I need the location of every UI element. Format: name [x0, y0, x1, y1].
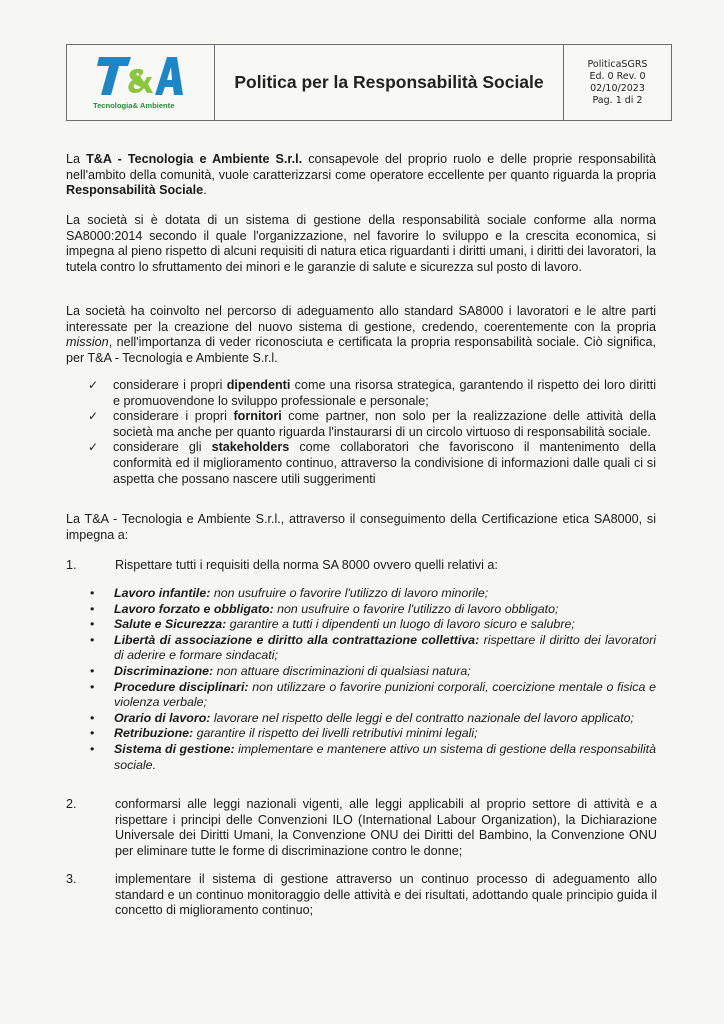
item-text: Rispettare tutti i requisiti della norma SA 8000 ovvero quelli relativi a:: [115, 558, 498, 572]
requirement-title: Sistema di gestione:: [114, 741, 235, 756]
requirement-title: Orario di lavoro:: [114, 710, 211, 725]
document-title: Politica per la Responsabilità Sociale: [234, 72, 544, 92]
check-item-text: come collaboratori che favoriscono il mantenimento della conformità ed il miglioramento continuo, attraverso la condivisione di informazioni dalle quali ci si aspetta che possano nascere utili suggerimenti: [113, 440, 656, 486]
bullet-icon: •: [90, 586, 95, 600]
check-item-text: come partner, non solo per la realizzazione delle attività della società ma anche per quanto riguarda l'instaurarsi di un circolo virtuoso di responsabilità sociale.: [113, 409, 657, 439]
ta-logo-icon: [97, 51, 183, 99]
bullet-icon: •: [90, 741, 95, 756]
paragraph-text: La società ha coinvolto nel percorso di adeguamento allo standard SA8000 i lavoratori e le altre parti interessate per la creazione del nuovo sistema di gestione, credendo, coerentemente con la propria: [66, 304, 656, 334]
doc-date: 02/10/2023: [590, 82, 645, 94]
doc-edition: Ed. 0 Rev. 0: [589, 70, 646, 82]
check-list-item: [88, 378, 656, 409]
requirement-title: Lavoro infantile:: [114, 586, 211, 600]
item-number: 1.: [66, 558, 77, 572]
intro-paragraph-2: [66, 213, 656, 275]
requirement-item: [90, 602, 656, 618]
intro-text: consapevole del proprio ruolo e delle proprie responsabilità nell'ambito della comunità, vuole caratterizzarsi come operatore eccellente per quanto riguarda la propria: [66, 152, 656, 182]
requirement-title: Procedure disciplinari:: [114, 679, 249, 694]
requirement-title: Salute e Sicurezza:: [114, 617, 227, 632]
intro-paragraph-3: [66, 304, 656, 366]
requirement-item: [90, 680, 656, 711]
requirement-text: non utilizzare o favorire punizioni corporali, coercizione mentale o fisica e violenza verbale;: [114, 679, 656, 710]
requirement-text: implementare e mantenere attivo un sistema di gestione della responsabilità sociale.: [114, 741, 656, 772]
requirement-item: [90, 633, 656, 664]
bullet-icon: •: [90, 617, 95, 632]
requirement-title: Discriminazione:: [114, 663, 214, 678]
check-item-text: come una risorsa strategica, garantendo il rispetto dei loro diritti e promuovendone lo sviluppo professionale e personale;: [113, 378, 657, 408]
document-header: [66, 44, 672, 121]
check-item-text: considerare i propri: [113, 378, 227, 392]
bullet-icon: •: [90, 726, 95, 741]
item-number: 2.: [66, 797, 77, 811]
item-text: conformarsi alle leggi nazionali vigenti, alle leggi applicabili al proprio settore di attività e a rispettare i principi delle Convenzioni ILO (International Labour Organization), la Dichiarazione Universale dei Diritti Umani, la Convenzione ONU dei Diritti del Bambino, la Convenzione ONU per eliminare tutte le forme di discriminazione contro le donne;: [115, 797, 657, 858]
item-number: 3.: [66, 872, 77, 886]
requirement-text: non usufruire o favorire l'utilizzo di lavoro minorile;: [210, 586, 489, 600]
paragraph-text: La T&A - Tecnologia e Ambiente S.r.l., attraverso il conseguimento della Certificazione etica SA8000, si impegna a:: [66, 512, 656, 542]
requirement-item: [90, 726, 656, 742]
requirement-text: non attuare discriminazioni di qualsiasi natura;: [213, 663, 471, 678]
requirement-text: garantire il rispetto dei livelli retributivi minimi legali;: [193, 726, 478, 741]
bullet-icon: •: [90, 663, 95, 678]
intro-text: La: [66, 152, 87, 166]
bullet-icon: •: [90, 679, 95, 694]
requirement-text: rispettare il diritto dei lavoratori di aderire e formare sindacati;: [114, 632, 656, 663]
social-responsibility-label: Responsabilità Sociale: [66, 183, 204, 198]
commitments-check-list: [88, 378, 656, 487]
company-logo: [67, 45, 215, 120]
check-item-keyword: fornitori: [233, 409, 282, 424]
document-title-cell: [215, 45, 564, 120]
checkmark-icon: ✓: [88, 378, 99, 392]
requirement-text: non usufruire o favorire l'utilizzo di lavoro obbligato;: [273, 601, 559, 616]
requirement-title: Retribuzione:: [114, 726, 194, 741]
logo-caption: Tecnologia& Ambiente: [93, 101, 175, 110]
paragraph-text: , nell'importanza di veder riconosciuta e certificata la propria responsabilità sociale. Ciò significa, per T&A - Tecnologia e Ambiente S.r.l.: [66, 335, 656, 365]
check-list-item: [88, 440, 656, 487]
checkmark-icon: ✓: [88, 440, 99, 455]
check-list-item: [88, 409, 656, 440]
company-name: T&A - Tecnologia e Ambiente S.r.l.: [86, 152, 303, 166]
bullet-icon: •: [90, 710, 95, 725]
requirement-item: [90, 586, 656, 602]
bullet-icon: •: [90, 632, 95, 647]
check-item-keyword: stakeholders: [211, 440, 290, 455]
paragraph-text: La società si è dotata di un sistema di gestione della responsabilità sociale conforme alla norma SA8000:2014 secondo il quale l'organizzazione, nel favorire lo sviluppo e la crescita economica, si impegna al pieno rispetto di alcuni requisiti di natura etica riguardanti i diritti umani, i diritti dei lavoratori, la tutela contro lo sfruttamento dei minori e le garanzie di salute e sicurezza sul posto di lavoro.: [66, 213, 656, 274]
requirement-item: [90, 664, 656, 680]
requirement-text: garantire a tutti i dipendenti un luogo di lavoro sicuro e salubre;: [226, 617, 575, 632]
bullet-icon: •: [90, 601, 95, 616]
requirement-title: Lavoro forzato e obbligato:: [114, 601, 274, 616]
document-meta: [564, 45, 671, 120]
doc-page-number: Pag. 1 di 2: [592, 94, 643, 106]
item-text: implementare il sistema di gestione attraverso un continuo processo di adeguamento allo standard e un continuo monitoraggio delle attività e dei risultati, adottando quale principio guida il concetto di miglioramento continuo;: [115, 872, 657, 918]
requirement-item: [90, 742, 656, 773]
requirements-list: [90, 586, 656, 773]
check-item-keyword: dipendenti: [226, 378, 291, 392]
doc-code: PoliticaSGRS: [587, 58, 648, 70]
commitment-intro: [66, 512, 656, 543]
intro-text: .: [203, 183, 207, 198]
requirement-item: [90, 711, 656, 727]
requirement-text: lavorare nel rispetto delle leggi e del contratto nazionale del lavoro applicato;: [210, 710, 635, 725]
requirement-item: [90, 617, 656, 633]
requirement-title: Libertà di associazione e diritto alla contrattazione collettiva:: [114, 632, 480, 647]
checkmark-icon: ✓: [88, 409, 99, 424]
mission-word: mission: [66, 335, 109, 350]
check-item-text: considerare gli: [113, 440, 212, 455]
check-item-text: considerare i propri: [113, 409, 234, 424]
intro-paragraph-1: [66, 152, 656, 199]
